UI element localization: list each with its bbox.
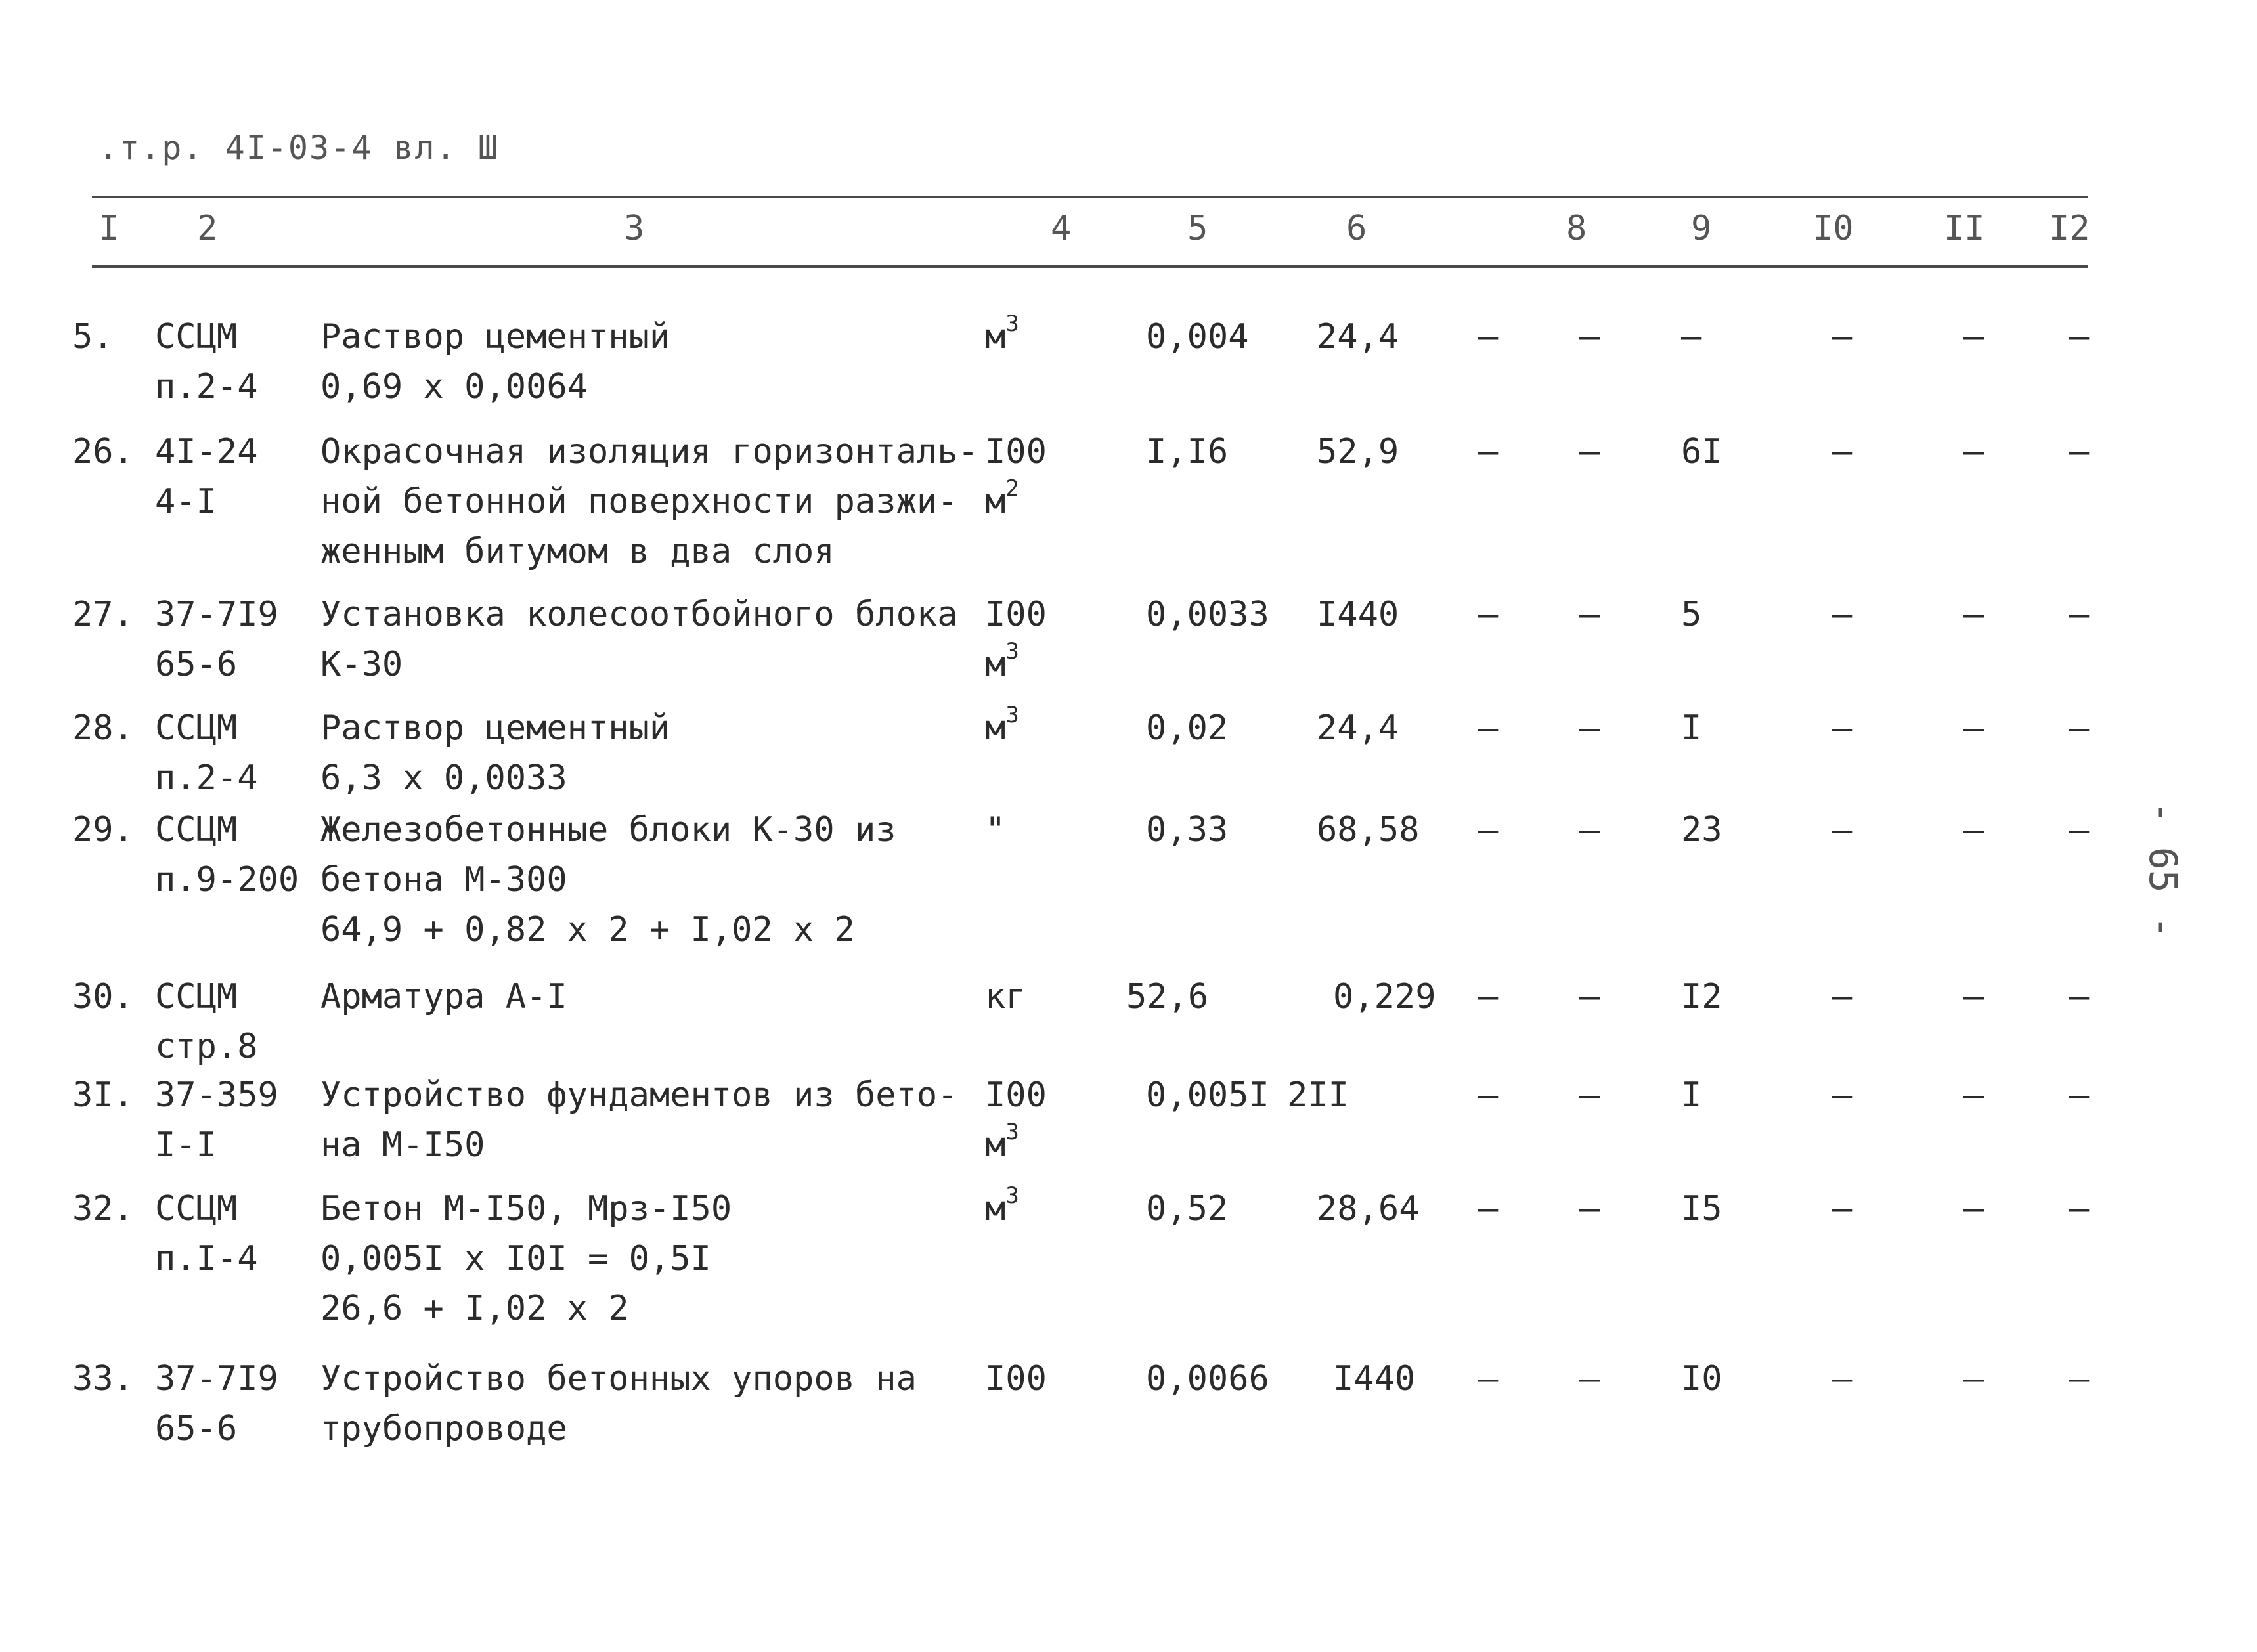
- dash-cell: –: [1478, 432, 1499, 471]
- column-header: I: [99, 209, 120, 248]
- dash-cell: –: [2069, 977, 2090, 1016]
- total-cell: 23: [1681, 810, 1722, 850]
- dash-cell: –: [1478, 317, 1499, 357]
- row-number: 32.: [72, 1189, 134, 1228]
- column-header: II: [1944, 209, 1985, 248]
- column-header: 4: [1051, 209, 1072, 248]
- dash-cell: –: [1832, 810, 1853, 850]
- dash-cell: –: [1832, 595, 1853, 634]
- dash-cell: –: [2069, 1189, 2090, 1228]
- unit-price: I440: [1317, 595, 1399, 634]
- unit: I00 $м^3$: [985, 1076, 1047, 1165]
- row-number: 33.: [72, 1359, 134, 1399]
- total-cell: I0: [1681, 1359, 1722, 1399]
- dash-cell: –: [1579, 595, 1600, 634]
- unit-price: I440: [1333, 1359, 1416, 1399]
- dash-cell: –: [1579, 810, 1600, 850]
- document-header: .т.р. 4I-03-4 вл. Ш: [99, 129, 499, 167]
- dash-cell: –: [1963, 708, 1984, 748]
- dash-cell: –: [1832, 708, 1853, 748]
- dash-cell: –: [1963, 432, 1984, 471]
- page-number: - 65 -: [2141, 801, 2185, 939]
- unit: кг: [985, 977, 1026, 1016]
- unit-price: 2II: [1287, 1076, 1349, 1115]
- norm-code: ССЦМ п.2-4: [155, 708, 258, 798]
- work-description: Устройство бетонных упоров на трубопроводе: [320, 1359, 917, 1448]
- column-header: 8: [1566, 209, 1587, 248]
- dash-cell: –: [1579, 708, 1600, 748]
- work-description: Арматура А-I: [320, 977, 567, 1016]
- total-cell: I5: [1681, 1189, 1722, 1228]
- dash-cell: –: [1963, 595, 1984, 634]
- work-description: Раствор цементный 0,69 х 0,0064: [320, 317, 670, 406]
- quantity: 52,6: [1126, 977, 1209, 1016]
- norm-code: 37-7I9 65-6: [155, 1359, 278, 1448]
- column-header: 6: [1346, 209, 1367, 248]
- dash-cell: –: [1478, 708, 1499, 748]
- dash-cell: –: [1478, 1076, 1499, 1115]
- work-description: Окрасочная изоляция горизонталь- ной бетонной поверхности разжи- женным битумом в два слоя: [320, 432, 978, 571]
- work-description: Раствор цементный 6,3 х 0,0033: [320, 708, 670, 798]
- column-header: 9: [1691, 209, 1712, 248]
- unit-price: 28,64: [1317, 1189, 1420, 1228]
- row-number: 28.: [72, 708, 134, 748]
- unit: I00 $м^2$: [985, 432, 1047, 521]
- quantity: 0,0066: [1146, 1359, 1269, 1399]
- norm-code: ССЦМ стр.8: [155, 977, 258, 1066]
- norm-code: ССЦМ п.I-4: [155, 1189, 258, 1278]
- dash-cell: –: [1579, 1076, 1600, 1115]
- unit: $м^3$: [985, 702, 1019, 748]
- dash-cell: –: [2069, 317, 2090, 357]
- dash-cell: –: [1832, 977, 1853, 1016]
- dash-cell: –: [1963, 1076, 1984, 1115]
- dash-cell: –: [2069, 810, 2090, 850]
- dash-cell: –: [1478, 595, 1499, 634]
- quantity: I,I6: [1146, 432, 1229, 471]
- dash-cell: –: [1963, 1359, 1984, 1399]
- unit: $м^3$: [985, 1183, 1019, 1228]
- row-number: 3I.: [72, 1076, 134, 1115]
- dash-cell: –: [1478, 977, 1499, 1016]
- dash-cell: –: [1579, 317, 1600, 357]
- norm-code: ССЦМ п.9-200: [155, 810, 299, 900]
- row-number: 26.: [72, 432, 134, 471]
- column-header: I2: [2049, 209, 2090, 248]
- dash-cell: –: [2069, 595, 2090, 634]
- dash-cell: –: [2069, 1359, 2090, 1399]
- total-cell: I: [1681, 708, 1702, 748]
- dash-cell: –: [1963, 977, 1984, 1016]
- row-number: 29.: [72, 810, 134, 850]
- unit: I00: [985, 1359, 1047, 1399]
- dash-cell: –: [2069, 1076, 2090, 1115]
- dash-cell: –: [2069, 432, 2090, 471]
- norm-code: 4I-24 4-I: [155, 432, 258, 521]
- column-header: 2: [197, 209, 218, 248]
- dash-cell: –: [1832, 1076, 1853, 1115]
- quantity: 0,004: [1146, 317, 1249, 357]
- dash-cell: –: [1963, 317, 1984, 357]
- row-number: 5.: [72, 317, 114, 357]
- unit-price: 68,58: [1317, 810, 1420, 850]
- total-cell: 6I: [1681, 432, 1722, 471]
- header-rule: [92, 265, 2088, 268]
- quantity: 0,0033: [1146, 595, 1269, 634]
- unit: I00 $м^3$: [985, 595, 1047, 684]
- work-description: Установка колесоотбойного блока К-30: [320, 595, 958, 684]
- dash-cell: –: [1478, 810, 1499, 850]
- work-description: Бетон М-I50, Мрз-I50 0,005I х I0I = 0,5I 26,6 + I,02 х 2: [320, 1189, 732, 1328]
- quantity: 0,02: [1146, 708, 1229, 748]
- unit-price: 24,4: [1317, 317, 1399, 357]
- dash-cell: –: [1963, 1189, 1984, 1228]
- unit-price: 52,9: [1317, 432, 1399, 471]
- dash-cell: –: [1579, 1189, 1600, 1228]
- top-rule: [92, 196, 2088, 198]
- column-header: 3: [624, 209, 645, 248]
- row-number: 27.: [72, 595, 134, 634]
- work-description: Железобетонные блоки К-30 из бетона М-300 64,9 + 0,82 х 2 + I,02 х 2: [320, 810, 896, 949]
- column-header: I0: [1812, 209, 1854, 248]
- dash-cell: –: [1579, 977, 1600, 1016]
- total-cell: –: [1681, 317, 1702, 357]
- dash-cell: –: [1579, 1359, 1600, 1399]
- unit-price: 24,4: [1317, 708, 1399, 748]
- dash-cell: –: [1579, 432, 1600, 471]
- norm-code: 37-7I9 65-6: [155, 595, 278, 684]
- work-description: Устройство фундаментов из бето- на М-I50: [320, 1076, 958, 1165]
- quantity: 0,33: [1146, 810, 1229, 850]
- unit-price: 0,229: [1333, 977, 1436, 1016]
- total-cell: 5: [1681, 595, 1702, 634]
- unit: ": [985, 810, 1006, 850]
- quantity: 0,52: [1146, 1189, 1229, 1228]
- dash-cell: –: [1832, 1189, 1853, 1228]
- column-header: 5: [1187, 209, 1208, 248]
- dash-cell: –: [1832, 317, 1853, 357]
- total-cell: I: [1681, 1076, 1702, 1115]
- norm-code: ССЦМ п.2-4: [155, 317, 258, 406]
- dash-cell: –: [1478, 1189, 1499, 1228]
- total-cell: I2: [1681, 977, 1722, 1016]
- quantity: 0,005I: [1146, 1076, 1269, 1115]
- dash-cell: –: [1832, 1359, 1853, 1399]
- dash-cell: –: [2069, 708, 2090, 748]
- dash-cell: –: [1478, 1359, 1499, 1399]
- unit: $м^3$: [985, 311, 1019, 357]
- dash-cell: –: [1963, 810, 1984, 850]
- row-number: 30.: [72, 977, 134, 1016]
- dash-cell: –: [1832, 432, 1853, 471]
- norm-code: 37-359 I-I: [155, 1076, 278, 1165]
